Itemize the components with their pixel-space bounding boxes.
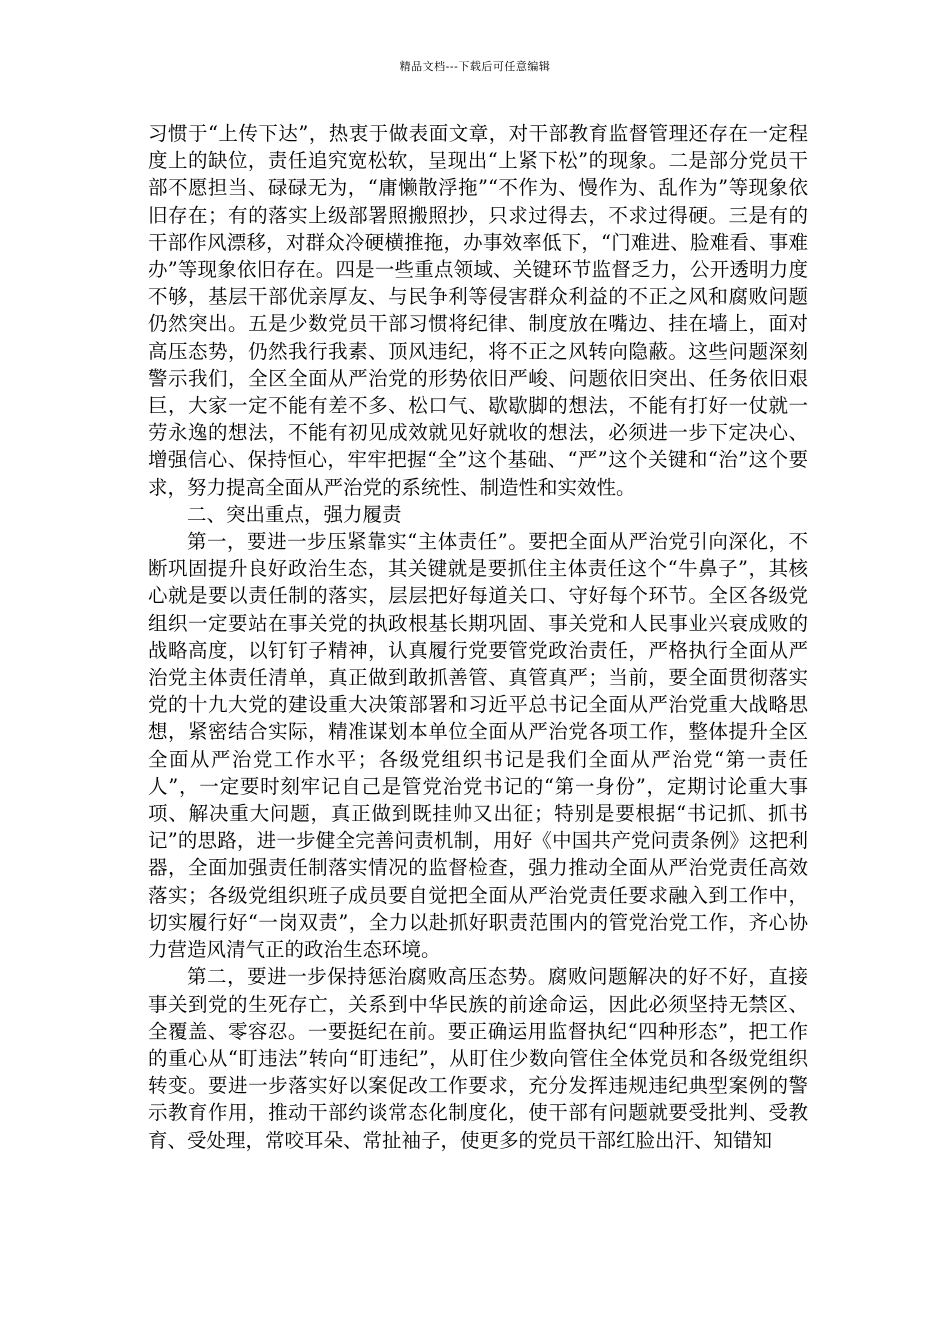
paragraph-first-point: 第一，要进一步压紧靠实“主体责任”。要把全面从严治党引向深化，不断巩固提升良好政治生态，其关键就是要抓住主体责任这个“牛鼻子”，其核心就是要以责任制的落实，层层把好每道关口、守好每个环节。全区各级党组织一定要站在事关党的执政根基长期巩固、事关党和人民事业兴衰成败的战略高度，以钉钉子精神，认真履行党要管党政治责任，严格执行全面从严治党主体责任清单，真正做到敢抓善管、真管真严；当前，要全面贯彻落实党的十九大党的建设重大决策部署和习近平总书记全面从严治党重大战略思想，紧密结合实际，精准谋划本单位全面从严治党各项工作，整体提升全区全面从严治党工作水平；各级党组织书记是我们全面从严治党“第一责任人”，一定要时刻牢记自己是管党治党书记的“第一身份”，定期讨论重大事项、解决重大问题，真正做到既挂帅又出征；特别是要根据“书记抓、抓书记”的思路，进一步健全完善问责机制，用好《中国共产党问责条例》这把利器，全面加强责任制落实情况的监督检查，强力推动全面从严治党责任高效落实；各级党组织班子成员要自觉把全面从严治党责任要求融入到工作中，切实履行好“一岗双责”，全力以赴抓好职责范围内的管党治党工作，齐心协力营造风清气正的政治生态环境。 <box>148 530 808 962</box>
paragraph-continuation: 习惯于“上传下达”，热衷于做表面文章，对干部教育监督管理还存在一定程度上的缺位，责任追究宽松软，呈现出“上紧下松”的现象。二是部分党员干部不愿担当、碌碌无为，“庸懒散浮拖”“不作为、慢作为、乱作为”等现象依旧存在；有的落实上级部署照搬照抄，只求过得去，不求过得硬。三是有的干部作风漂移，对群众冷硬横推拖，办事效率低下，“门难进、脸难看、事难办”等现象依旧存在。四是一些重点领域、关键环节监督乏力，公开透明力度不够，基层干部优亲厚友、与民争利等侵害群众利益的不正之风和腐败问题仍然突出。五是少数党员干部习惯将纪律、制度放在嘴边、挂在墙上，面对高压态势，仍然我行我素、顶风违纪，将不正之风转向隐蔽。这些问题深刻警示我们，全区全面从严治党的形势依旧严峻、问题依旧突出、任务依旧艰巨，大家一定不能有差不多、松口气、歇歇脚的想法，不能有打好一仗就一劳永逸的想法，不能有初见成效就见好就收的想法，必须进一步下定决心、增强信心、保持恒心，牢牢把握“全”这个基础、“严”这个关键和“治”这个要求，努力提高全面从严治党的系统性、制造性和实效性。 <box>148 122 808 499</box>
section-heading: 二、突出重点，强力履责 <box>187 502 402 526</box>
paragraph-second-point: 第二，要进一步保持惩治腐败高压态势。腐败问题解决的好不好，直接事关到党的生死存亡，关系到中华民族的前途命运，因此必须坚持无禁区、全覆盖、零容忍。一要挺纪在前。要正确运用监督执纪“四种形态”，把工作的重心从“盯违法”转向“盯违纪”，从盯住少数向管住全体党员和各级党组织转变。要进一步落实好以案促改工作要求，充分发挥违规违纪典型案例的警示教育作用，推动干部约谈常态化制度化，使干部有问题就要受批判、受教育、受处理，常咬耳朵、常扯袖子，使更多的党员干部红脸出汗、知错知 <box>148 965 808 1152</box>
document-body <box>148 120 808 1154</box>
page-header: 精品文档---下载后可任意编辑 <box>399 60 551 73</box>
